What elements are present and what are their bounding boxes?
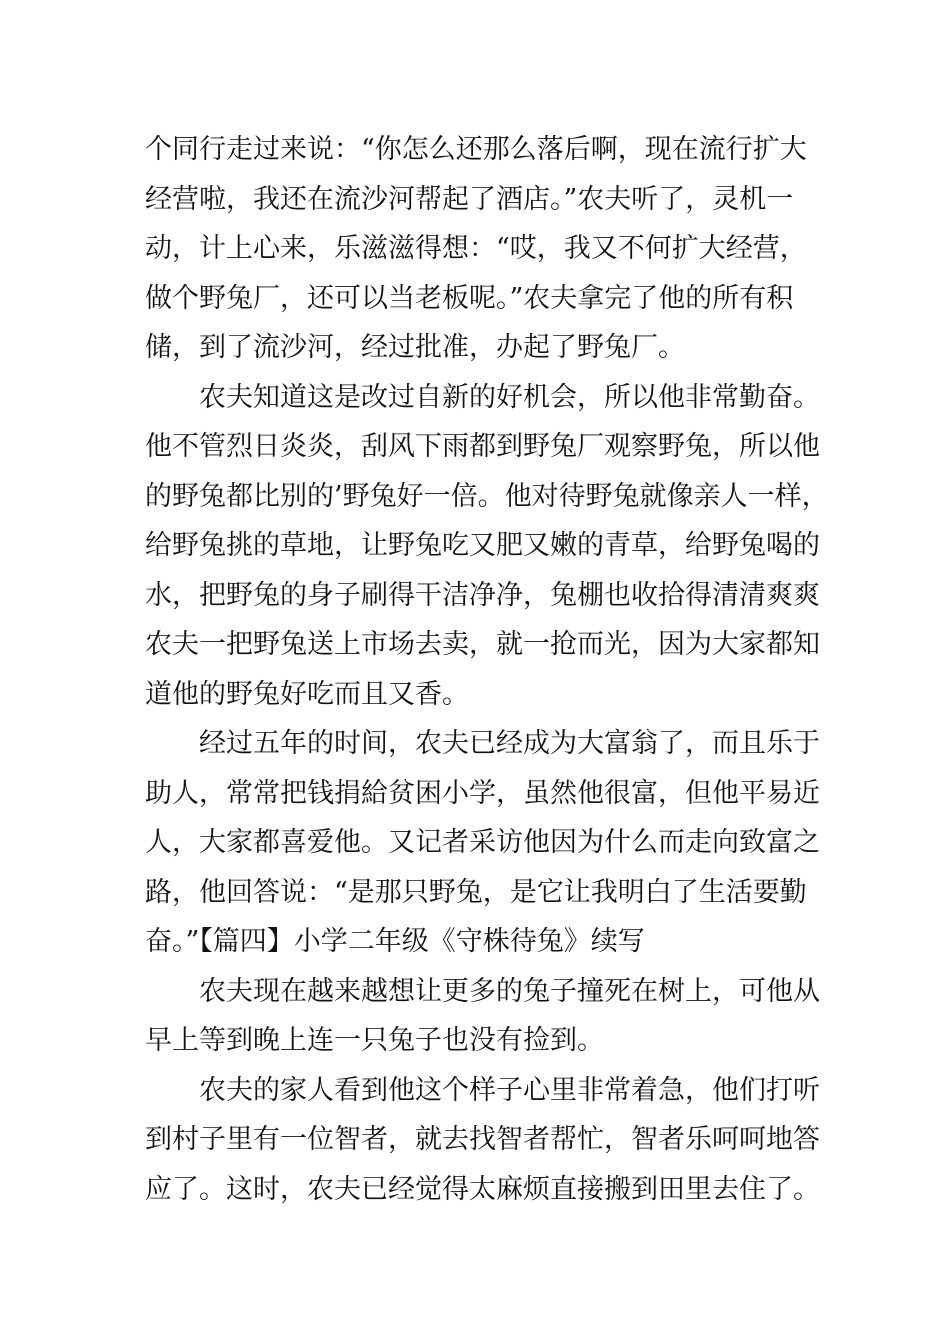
paragraph-first-line: 农夫知道这是改过自新的好机会，所以他非常勤奋。 <box>199 381 820 413</box>
text-line: 早上等到晚上连一只兔子也没有捡到。 <box>145 1025 604 1056</box>
text-line: 农夫一把野兔送上市场去卖，就一抢而光，因为大家都知 <box>145 629 820 660</box>
document-body <box>145 125 845 1214</box>
paragraph-first-line: 农夫的家人看到他这个样子心里非常着急，他们打听 <box>199 1074 820 1106</box>
text-line: 奋。”【篇四】小学二年级《守株待兔》续写 <box>145 926 645 957</box>
paragraph-first-line: 经过五年的时间，农夫已经成为大富翁了，而且乐于 <box>199 728 820 759</box>
text-line: 给野兔挑的草地，让野兔吃又肥又嫩的青草，给野兔喝的 <box>145 530 820 561</box>
text-line: 助人，常常把钱捐給贫困小学，虽然他很富，但他平易近 <box>145 777 820 809</box>
text-line: 个同行走过来说：“你怎么还那么落后啊，现在流行扩大 <box>145 134 807 165</box>
text-line: 他不管烈日炎炎，刮风下雨都到野兔厂观察野兔，所以他 <box>145 431 820 462</box>
paragraph-first-line: 农夫现在越来越想让更多的兔子撞死在树上，可他从 <box>199 975 820 1007</box>
text-line: 路，他回答说：“是那只野兔，是它让我明白了生活要勤 <box>145 876 807 908</box>
text-line: 应了。这时，农夫已经觉得太麻烦直接搬到田里去住了。 <box>145 1173 820 1205</box>
text-line: 到村子里有一位智者，就去找智者帮忙，智者乐呵呵地答 <box>145 1124 820 1155</box>
text-line: 的野兔都比别的’野兔好一倍。他对待野兔就像亲人一样， <box>145 480 829 512</box>
text-line: 储，到了流沙河，经过批准，办起了野兔厂。 <box>145 332 685 363</box>
text-line: 水，把野兔的身子刷得干洁净净，兔棚也收拾得清清爽爽 <box>145 579 820 611</box>
text-line: 道他的野兔好吃而且又香。 <box>145 678 469 710</box>
text-line: 做个野兔厂，还可以当老板呢。”农夫拿完了他的所有积 <box>145 282 794 314</box>
text-line: 人，大家都喜爱他。又记者采访他因为什么而走向致富之 <box>145 827 820 858</box>
text-line: 动，计上心来，乐滋滋得想：“哎，我又不何扩大经营， <box>145 233 807 264</box>
text-line: 经营啦，我还在流沙河帮起了酒店。”农夫听了，灵机一 <box>145 183 794 215</box>
